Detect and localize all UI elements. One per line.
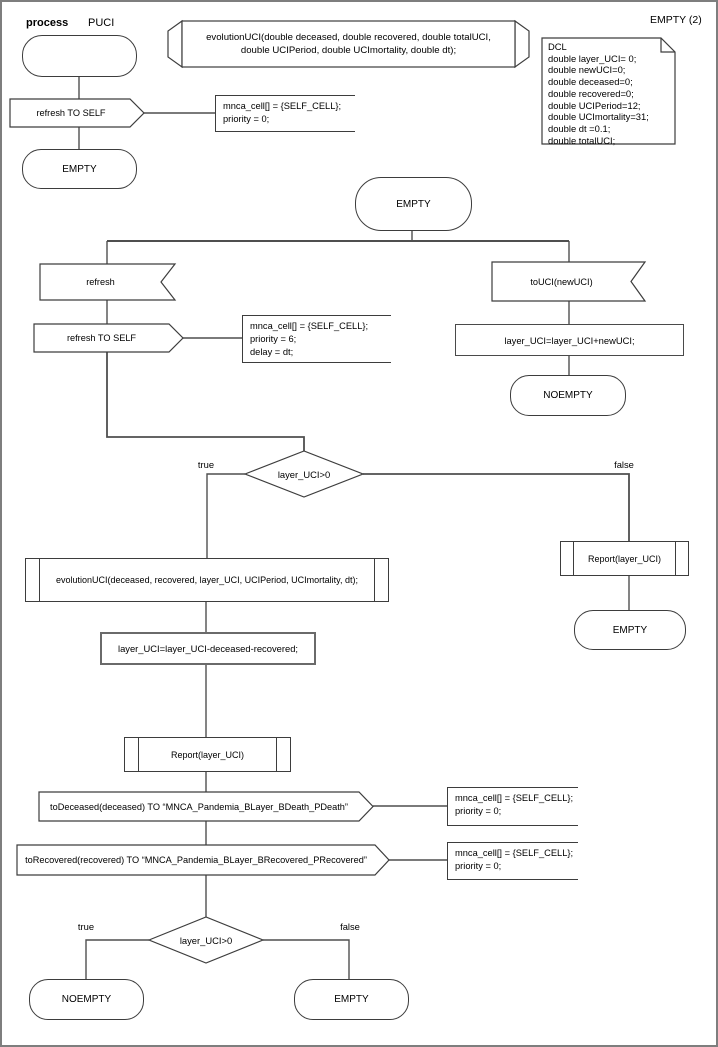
dcl-declarations xyxy=(548,41,649,146)
procedure-call-label: evolutionUCI(deceased, recovered, layer_UCI, UCIPeriod, UCImortality, dt); xyxy=(56,575,358,585)
dcl-line: double recovered=0; xyxy=(548,87,634,99)
header-decl-right-cap xyxy=(515,21,529,67)
task-box: layer_UCI=layer_UCI+newUCI; xyxy=(455,324,684,356)
page-instance-label: EMPTY (2) xyxy=(650,14,702,26)
procedure-call-box xyxy=(124,737,291,772)
true-branch-line xyxy=(86,940,149,979)
procedure-call-box xyxy=(560,541,689,576)
state-symbol: EMPTY xyxy=(294,979,409,1020)
dcl-line: double dt =0.1; xyxy=(548,122,611,134)
comment-line: delay = dt; xyxy=(250,347,294,357)
comment-line: priority = 0; xyxy=(223,114,270,124)
dcl-line: double deceased=0; xyxy=(548,76,633,88)
procedure-declaration-text xyxy=(182,23,515,65)
comment-line: priority = 0; xyxy=(455,806,502,816)
process-keyword-label: process xyxy=(26,17,69,29)
comment-line: mnca_cell[] = {SELF_CELL}; xyxy=(455,793,574,803)
state-symbol: EMPTY xyxy=(355,177,472,231)
output-signal-label: refresh TO SELF xyxy=(36,108,106,118)
dcl-line: double newUCI=0; xyxy=(548,64,626,76)
dcl-line: DCL xyxy=(548,41,567,52)
dcl-line: double totalUCI; xyxy=(548,134,616,146)
procedure-declaration-line2: double UCIPeriod, double UCImortality, double dt); xyxy=(240,45,457,56)
comment-line: mnca_cell[] = {SELF_CELL}; xyxy=(455,848,574,858)
output-signal-label: refresh TO SELF xyxy=(66,333,137,343)
process-name-label: PUCI xyxy=(88,17,115,29)
state-symbol: EMPTY xyxy=(22,149,137,189)
comment-box xyxy=(242,315,391,363)
input-signal-label: toUCI(newUCI) xyxy=(530,276,593,287)
state-symbol: EMPTY xyxy=(574,610,686,650)
decision-false-label: false xyxy=(614,459,634,470)
procedure-side-bar xyxy=(675,542,676,575)
input-signal-label: refresh xyxy=(86,277,115,287)
connector-line xyxy=(107,352,304,451)
dcl-line: double UCImortality=31; xyxy=(548,111,649,123)
comment-box xyxy=(447,787,578,826)
decision-condition: layer_UCI>0 xyxy=(179,934,233,946)
true-branch-line xyxy=(207,474,245,558)
decision-condition: layer_UCI>0 xyxy=(277,468,331,480)
decision-true-label: true xyxy=(197,459,215,470)
dcl-line: double layer_UCI= 0; xyxy=(548,52,637,64)
procedure-call-box xyxy=(25,558,389,602)
output-signal-label: toDeceased(deceased) TO “MNCA_Pandemia_BLayer_BDeath_PDeath” xyxy=(50,801,348,812)
procedure-declaration-line1: evolutionUCI(double deceased, double recovered, double totalUCI, xyxy=(206,32,491,43)
comment-box xyxy=(215,95,355,132)
comment-box xyxy=(447,842,578,880)
procedure-side-bar xyxy=(573,542,574,575)
procedure-side-bar xyxy=(276,738,277,771)
false-branch-line xyxy=(363,474,629,541)
comment-line: mnca_cell[] = {SELF_CELL}; xyxy=(250,321,369,331)
header-decl-left-cap xyxy=(168,21,182,67)
start-state-symbol xyxy=(22,35,137,77)
comment-line: mnca_cell[] = {SELF_CELL}; xyxy=(223,101,342,111)
comment-line: priority = 0; xyxy=(455,861,502,871)
task-box: layer_UCI=layer_UCI-deceased-recovered; xyxy=(100,632,316,665)
decision-false-label: false xyxy=(340,921,360,932)
procedure-side-bar xyxy=(374,559,375,601)
procedure-call-label: Report(layer_UCI) xyxy=(587,553,662,564)
false-branch-line xyxy=(263,940,349,979)
output-signal-label: toRecovered(recovered) TO “MNCA_Pandemia_BLayer_BRecovered_PRecovered” xyxy=(25,855,367,865)
dcl-line: double UCIPeriod=12; xyxy=(548,99,641,111)
state-symbol: NOEMPTY xyxy=(510,375,626,416)
state-symbol: NOEMPTY xyxy=(29,979,144,1020)
decision-true-label: true xyxy=(77,921,95,932)
procedure-call-label: Report(layer_UCI) xyxy=(170,749,245,760)
comment-line: priority = 6; xyxy=(250,334,297,344)
